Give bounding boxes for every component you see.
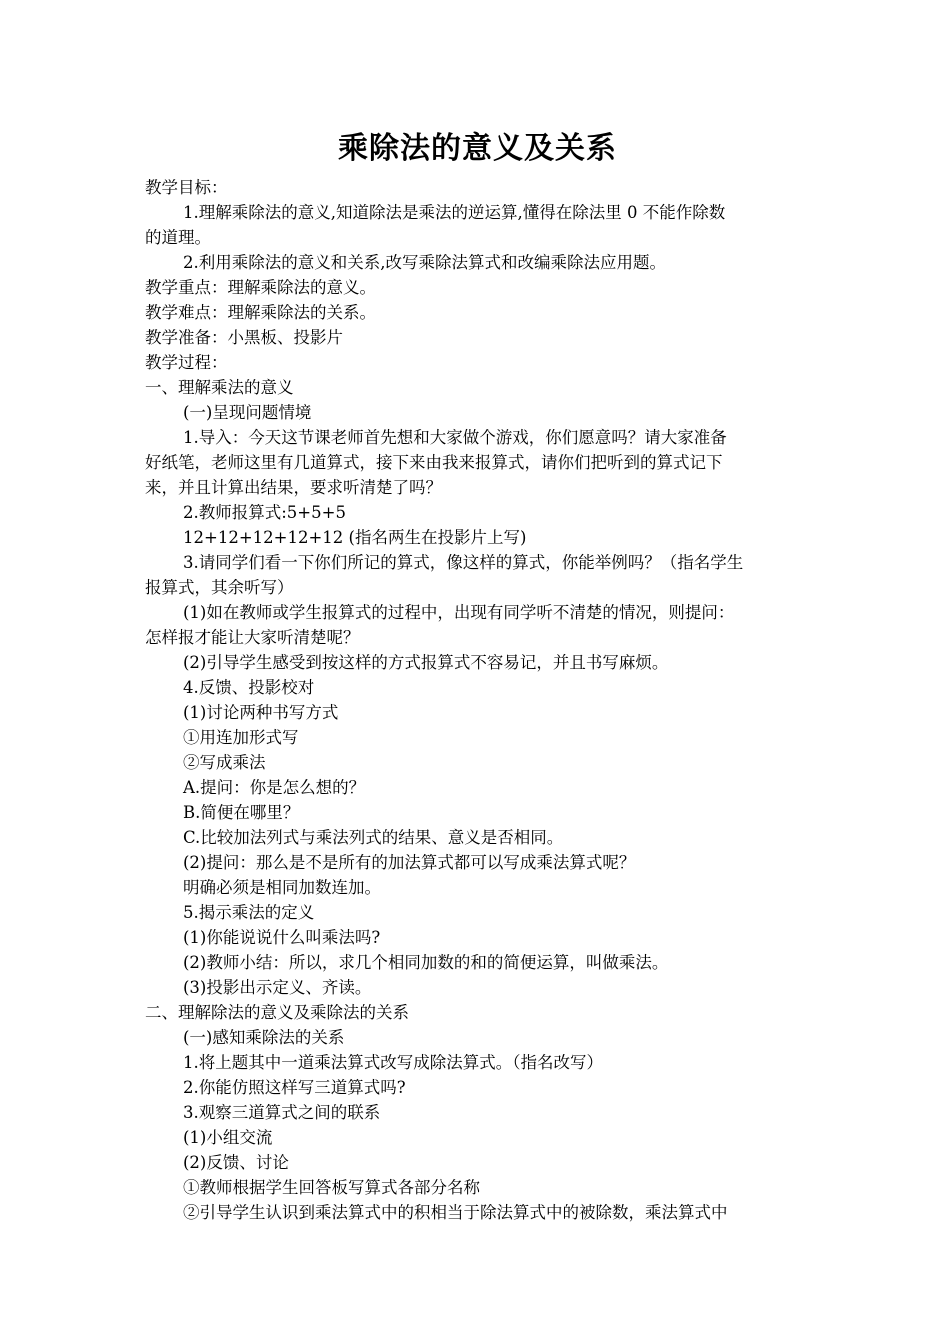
body-line: (2)引导学生感受到按这样的方式报算式不容易记，并且书写麻烦。 [183,653,669,672]
body-line: 3.请同学们看一下你们所记的算式，像这样的算式，你能举例吗？（指名学生 [183,553,744,572]
body-line: 二、理解除法的意义及乘除法的关系 [145,1003,409,1022]
body-line: (1)如在教师或学生报算式的过程中，出现有同学听不清楚的情况，则提问： [183,603,735,622]
body-line: 12+12+12+12+12 (指名两生在投影片上写) [183,528,527,547]
body-line: B.简便在哪里？ [183,803,300,822]
body-line: ①用连加形式写 [183,728,299,747]
body-line: 好纸笔，老师这里有几道算式，接下来由我来报算式，请你们把听到的算式记下 [145,453,723,472]
body-line: 一、理解乘法的意义 [145,378,294,397]
body-line: A.提问：你是怎么想的？ [183,778,366,797]
body-line: 2.你能仿照这样写三道算式吗? [183,1078,406,1097]
body-line: (3)投影出示定义、齐读。 [183,978,372,997]
document-body [145,175,810,1225]
body-line: (1)小组交流 [183,1128,273,1147]
body-line: (一)呈现问题情境 [183,403,312,422]
body-line: ②写成乘法 [183,753,266,772]
body-line: ②引导学生认识到乘法算式中的积相当于除法算式中的被除数，乘法算式中 [183,1203,728,1222]
document-title: 乘除法的意义及关系 [338,131,617,166]
document-page [145,128,810,1225]
body-line: 1.导入：今天这节课老师首先想和大家做个游戏，你们愿意吗？请大家准备 [183,428,727,447]
body-line: 2.利用乘除法的意义和关系,改写乘除法算式和改编乘除法应用题。 [183,253,666,272]
body-line: (1)讨论两种书写方式 [183,703,339,722]
body-line: (2)反馈、讨论 [183,1153,289,1172]
body-line: 明确必须是相同加数连加。 [183,878,381,897]
body-line: 3.观察三道算式之间的联系 [183,1103,381,1122]
body-line: ①教师根据学生回答板写算式各部分名称 [183,1178,480,1197]
body-line: 来，并且计算出结果，要求听清楚了吗？ [145,478,442,497]
body-line: 教学准备：小黑板、投影片 [145,328,343,347]
body-line: 教学难点：理解乘除法的关系。 [145,303,376,322]
body-line: 教学重点：理解乘除法的意义。 [145,278,376,297]
body-line: 教学过程： [145,353,228,372]
body-line: 1.将上题其中一道乘法算式改写成除法算式。（指名改写） [183,1053,603,1072]
body-line: (一)感知乘除法的关系 [183,1028,345,1047]
body-line: (2)教师小结：所以，求几个相同加数的和的简便运算，叫做乘法。 [183,953,669,972]
body-line: 的道理。 [145,228,211,247]
body-line: 教学目标： [145,178,228,197]
body-line: C.比较加法列式与乘法列式的结果、意义是否相同。 [183,828,564,847]
body-line: 报算式，其余听写） [145,578,294,597]
body-line: 1.理解乘除法的意义,知道除法是乘法的逆运算,懂得在除法里 0 不能作除数 [183,203,726,222]
body-line: 4.反馈、投影校对 [183,678,315,697]
body-line: (1)你能说说什么叫乘法吗? [183,928,381,947]
body-line: 5.揭示乘法的定义 [183,903,315,922]
body-line: 2.教师报算式:5+5+5 [183,503,346,522]
body-line: (2)提问：那么是不是所有的加法算式都可以写成乘法算式呢？ [183,853,636,872]
body-line: 怎样报才能让大家听清楚呢？ [145,628,360,647]
